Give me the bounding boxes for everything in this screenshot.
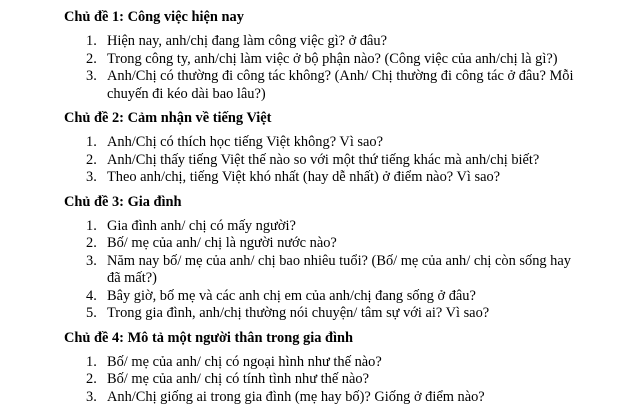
question-text: Anh/Chị thấy tiếng Việt thế nào so với một thứ tiếng khác mà anh/chị biết? [107, 152, 579, 169]
question-item [64, 354, 640, 371]
question-text: Năm nay bố/ mẹ của anh/ chị bao nhiêu tuổi? (Bố/ mẹ của anh/ chị còn sống hay đã mất?) [107, 253, 579, 288]
question-text: Bây giờ, bố mẹ và các anh chị em của anh/chị đang sống ở đâu? [107, 288, 579, 305]
question-list [64, 134, 640, 186]
question-list [64, 218, 640, 322]
question-number: 2. [86, 235, 107, 252]
topic-section-4 [64, 330, 640, 406]
question-text: Theo anh/chị, tiếng Việt khó nhất (hay dễ nhất) ở điểm nào? Vì sao? [107, 169, 579, 186]
question-item [64, 152, 640, 169]
topic-section-2 [64, 110, 640, 187]
topic-section-3 [64, 194, 640, 323]
topic-title: Chủ đề 1: Công việc hiện nay [64, 9, 640, 26]
topic-section-1 [64, 9, 640, 103]
question-text: Hiện nay, anh/chị đang làm công việc gì? ở đâu? [107, 33, 579, 50]
question-number: 4. [86, 288, 107, 305]
question-item [64, 134, 640, 151]
question-item [64, 389, 640, 406]
question-number: 1. [86, 354, 107, 371]
question-number: 2. [86, 51, 107, 68]
topic-title: Chủ đề 2: Cảm nhận về tiếng Việt [64, 110, 640, 127]
question-number: 2. [86, 371, 107, 388]
question-number: 1. [86, 33, 107, 50]
question-item [64, 305, 640, 322]
question-list [64, 354, 640, 406]
question-list [64, 33, 640, 103]
question-text: Trong công ty, anh/chị làm việc ở bộ phận nào? (Công việc của anh/chị là gì?) [107, 51, 579, 68]
question-number: 2. [86, 152, 107, 169]
question-item [64, 169, 640, 186]
question-item [64, 288, 640, 305]
question-item [64, 235, 640, 252]
question-text: Gia đình anh/ chị có mấy người? [107, 218, 579, 235]
question-number: 3. [86, 389, 107, 406]
topic-title: Chủ đề 4: Mô tả một người thân trong gia đình [64, 330, 640, 347]
question-number: 1. [86, 134, 107, 151]
topic-title: Chủ đề 3: Gia đình [64, 194, 640, 211]
question-item [64, 218, 640, 235]
question-number: 1. [86, 218, 107, 235]
question-text: Anh/Chị có thường đi công tác không? (Anh/ Chị thường đi công tác ở đâu? Mỗi chuyến đi kéo dài bao lâu?) [107, 68, 579, 103]
question-text: Bố/ mẹ của anh/ chị là người nước nào? [107, 235, 579, 252]
question-number: 3. [86, 253, 107, 288]
question-text: Anh/Chị giống ai trong gia đình (mẹ hay bố)? Giống ở điểm nào? [107, 389, 579, 406]
question-text: Bố/ mẹ của anh/ chị có tính tình như thế nào? [107, 371, 579, 388]
question-item [64, 51, 640, 68]
question-item [64, 33, 640, 50]
question-item [64, 253, 640, 288]
question-item [64, 68, 640, 103]
question-text: Bố/ mẹ của anh/ chị có ngoại hình như thế nào? [107, 354, 579, 371]
question-number: 3. [86, 169, 107, 186]
question-text: Trong gia đình, anh/chị thường nói chuyện/ tâm sự với ai? Vì sao? [107, 305, 579, 322]
question-item [64, 371, 640, 388]
question-number: 3. [86, 68, 107, 103]
question-text: Anh/Chị có thích học tiếng Việt không? Vì sao? [107, 134, 579, 151]
question-number: 5. [86, 305, 107, 322]
